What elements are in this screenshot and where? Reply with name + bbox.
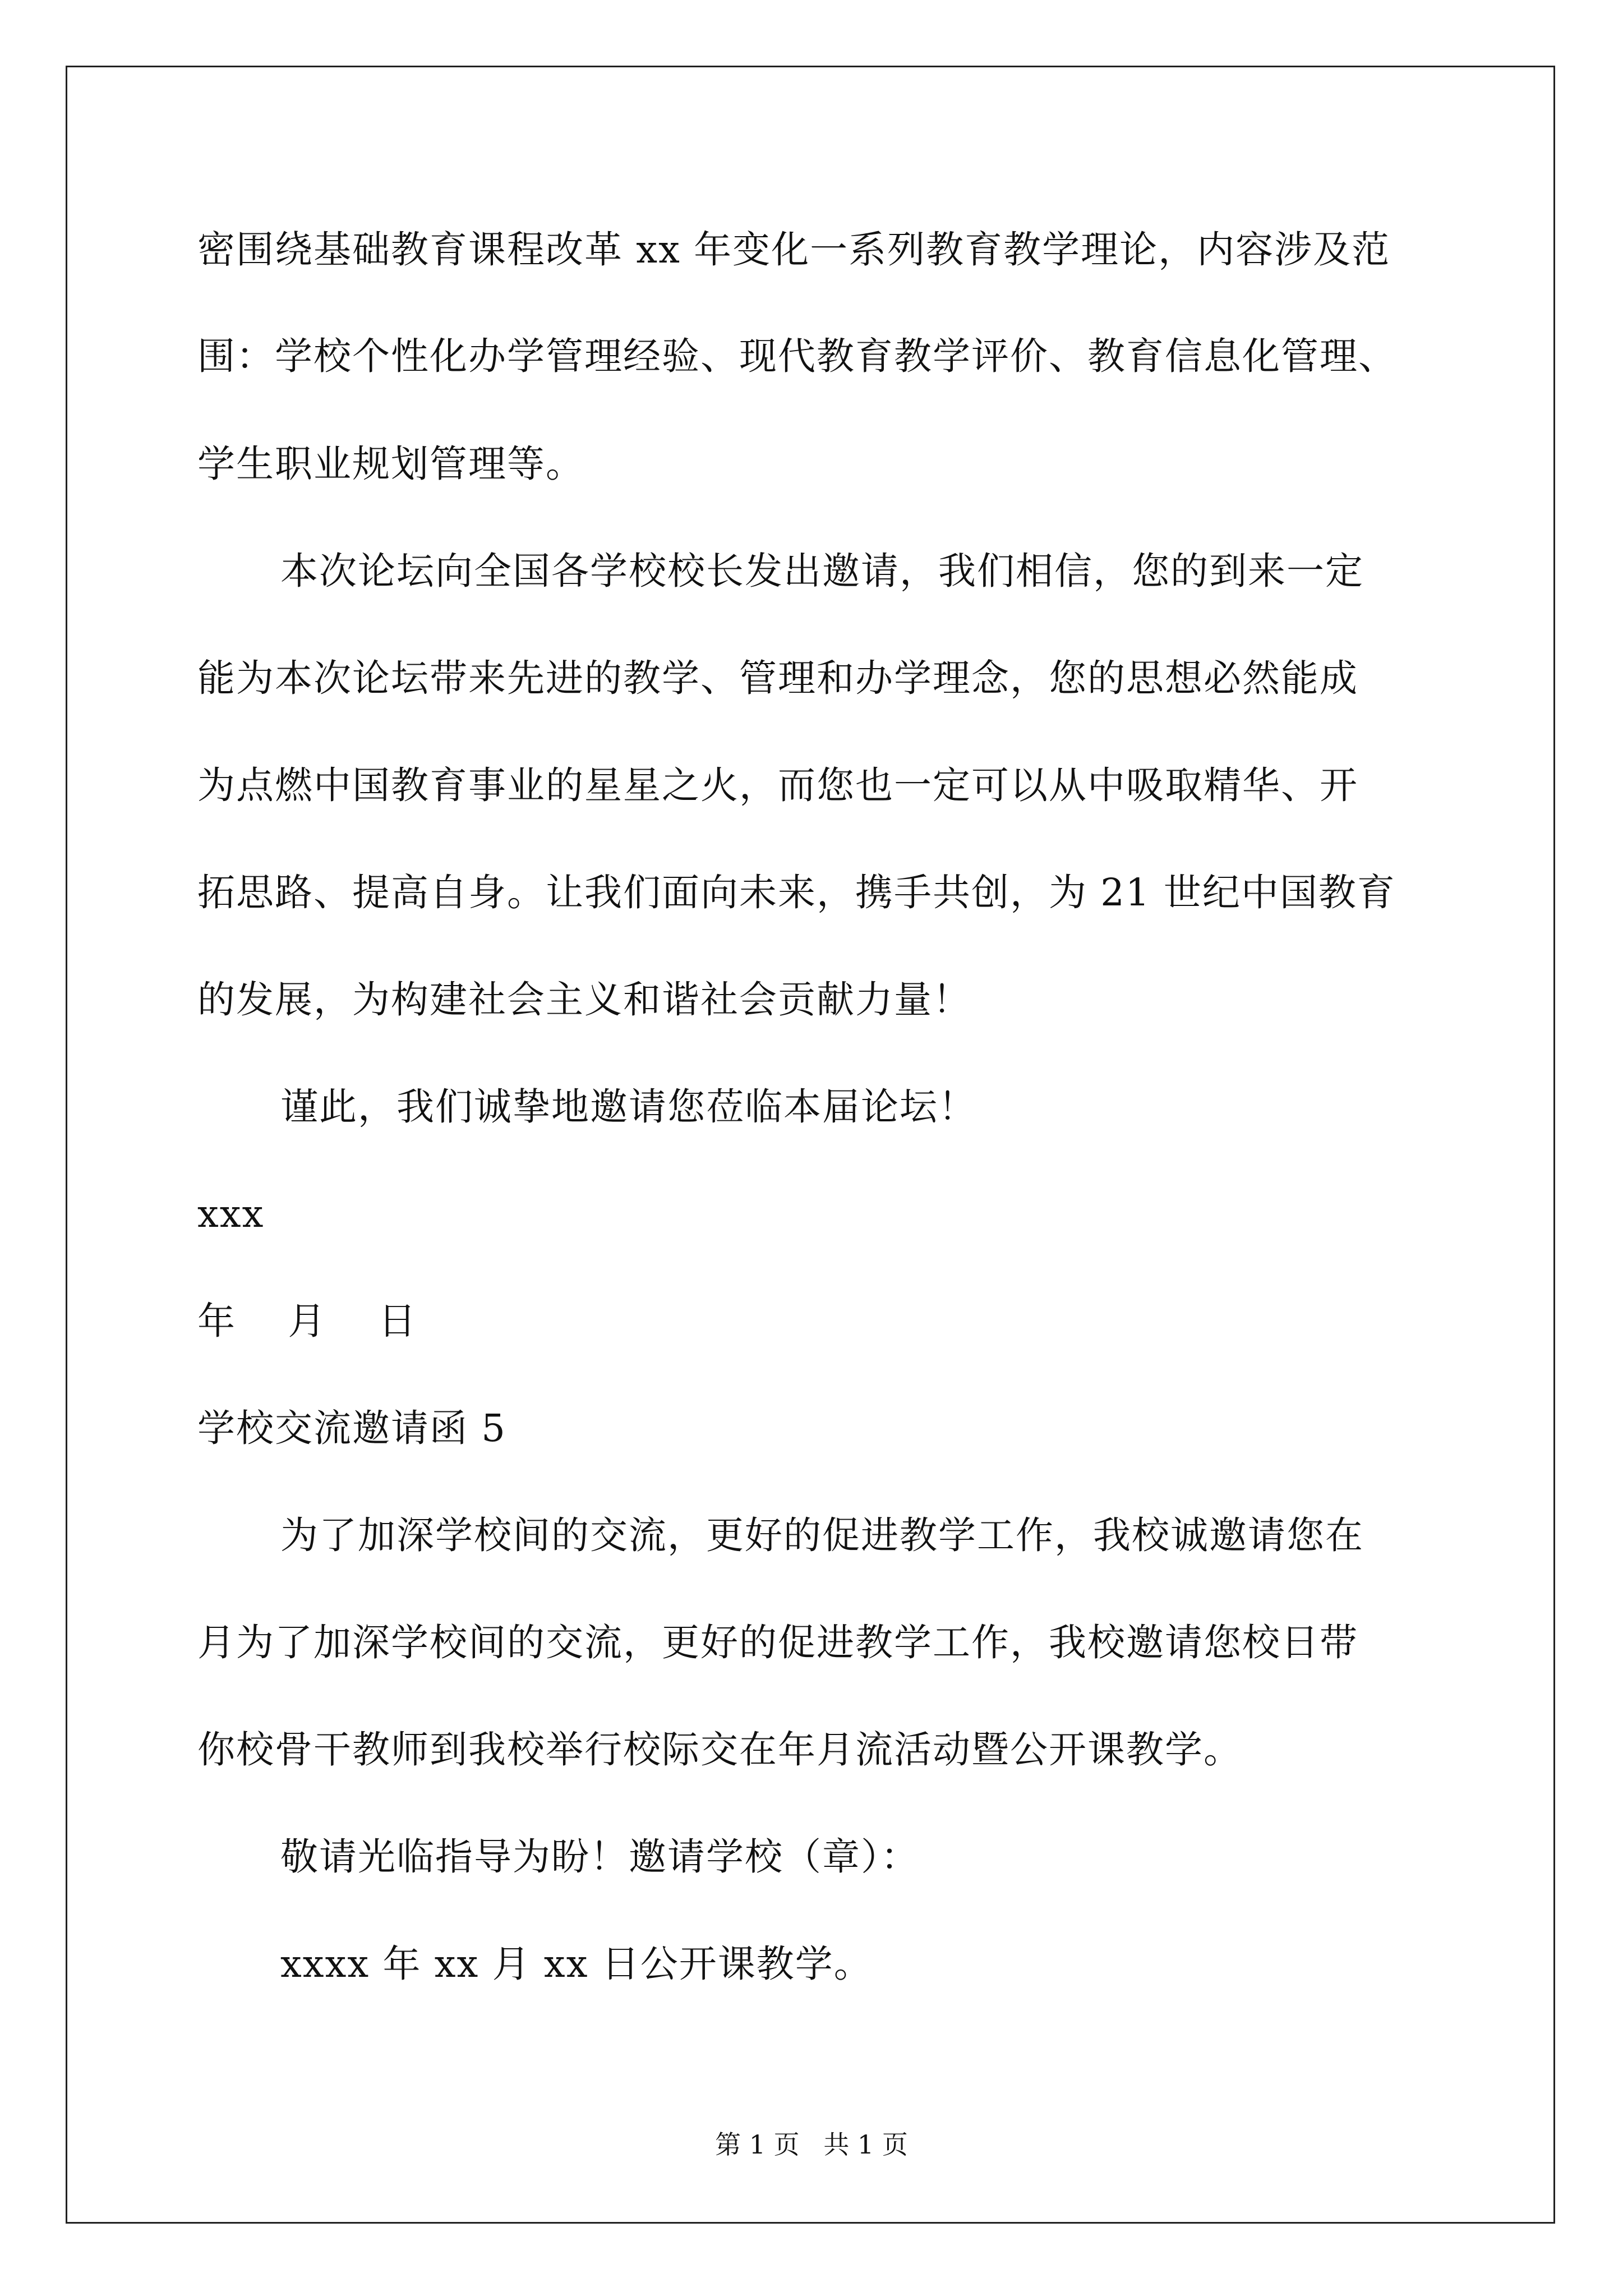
signature-name: xxx (197, 1192, 265, 1236)
signature-date: 年 月 日 (197, 1299, 417, 1343)
body-line: 月为了加深学校间的交流，更好的促进教学工作，我校邀请您校日带 (197, 1621, 1358, 1664)
body-line: 围：学校个性化办学管理经验、现代教育教学评价、教育信息化管理、 (197, 334, 1397, 378)
body-line: 学生职业规划管理等。 (197, 442, 584, 486)
body-line: 拓思路、提高自身。让我们面向未来，携手共创，为 21 世纪中国教育 (197, 871, 1396, 914)
body-line: 能为本次论坛带来先进的教学、管理和办学理念，您的思想必然能成 (197, 656, 1358, 700)
paragraph-first-line: xxxx 年 xx 月 xx 日公开课教学。 (280, 1942, 873, 1986)
paragraph-first-line: 为了加深学校间的交流，更好的促进教学工作，我校诚邀请您在 (280, 1513, 1364, 1557)
page-border (66, 66, 1555, 2224)
page-footer (0, 2128, 1623, 2161)
page-number: 第 1 页 (715, 2129, 800, 2160)
paragraph-first-line: 敬请光临指导为盼！邀请学校（章）： (280, 1835, 920, 1879)
paragraph-first-line: 本次论坛向全国各学校校长发出邀请，我们相信，您的到来一定 (280, 549, 1364, 593)
body-line: 的发展，为构建社会主义和谐社会贡献力量！ (197, 978, 971, 1022)
body-line: 你校骨干教师到我校举行校际交在年月流活动暨公开课教学。 (197, 1728, 1242, 1772)
section-heading: 学校交流邀请函 5 (197, 1406, 506, 1450)
total-pages: 共 1 页 (823, 2129, 908, 2160)
body-line: 密围绕基础教育课程改革 xx 年变化一系列教育教学理论，内容涉及范 (197, 228, 1391, 272)
paragraph-first-line: 谨此，我们诚挚地邀请您莅临本届论坛！ (280, 1085, 977, 1129)
body-line: 为点燃中国教育事业的星星之火，而您也一定可以从中吸取精华、开 (197, 763, 1358, 807)
